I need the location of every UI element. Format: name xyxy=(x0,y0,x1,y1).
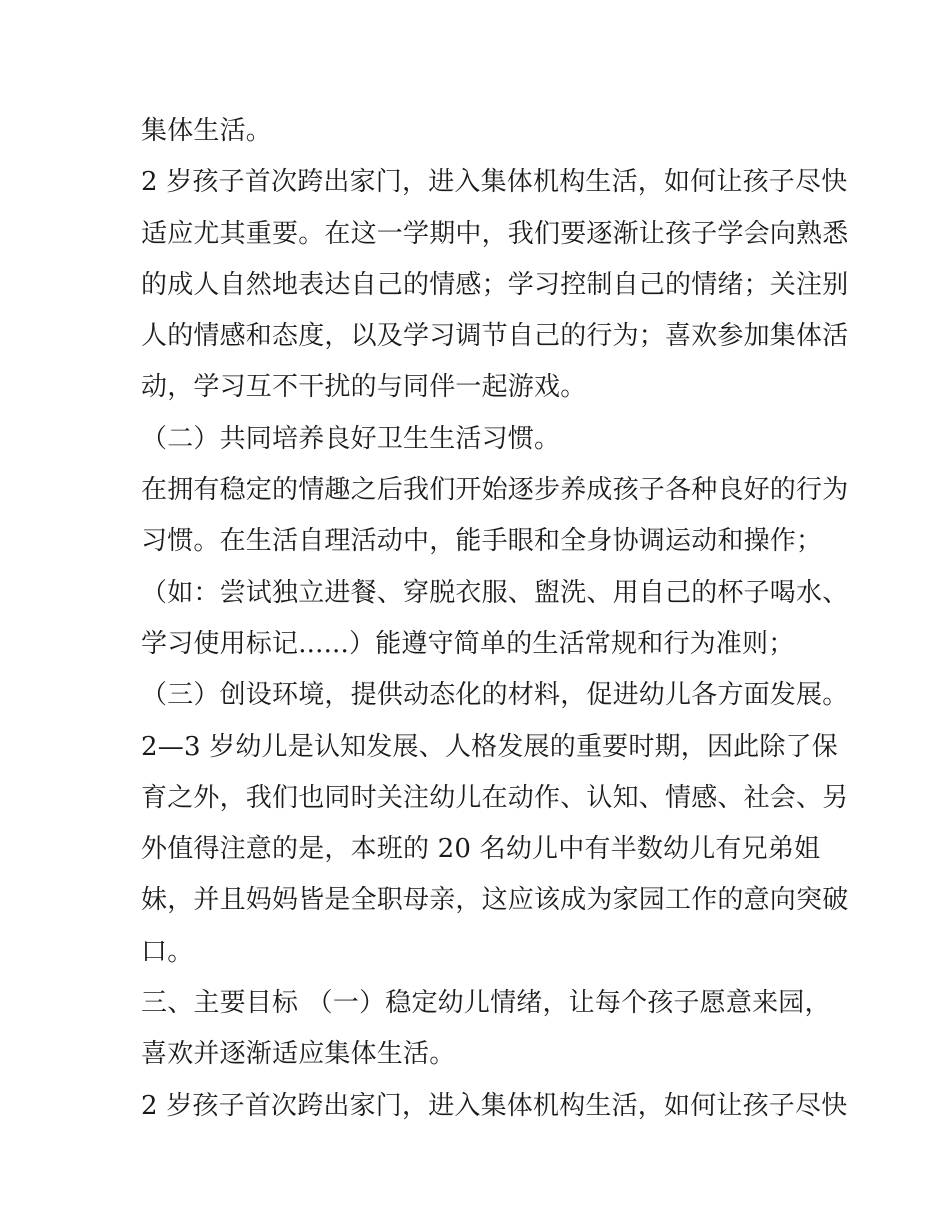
text-line: 喜欢并逐渐适应集体生活。 xyxy=(141,1039,456,1070)
text-line: 2—3 岁幼儿是认知发展、人格发展的重要时期，因此除了保 xyxy=(141,731,838,762)
text-line: 集体生活。 xyxy=(141,116,273,146)
text-line: 2 岁孩子首次跨出家门，进入集体机构生活，如何让孩子尽快 xyxy=(141,167,848,198)
section-heading: （二）共同培养良好卫生生活习惯。 xyxy=(141,423,561,454)
text-line: 适应尤其重要。在这一学期中，我们要逐渐让孩子学会向熟悉 xyxy=(141,218,849,249)
document-body xyxy=(141,106,849,1132)
text-line: 妹，并且妈妈皆是全职母亲，这应该成为家园工作的意向突破 xyxy=(141,885,849,916)
text-line: 外值得注意的是，本班的 20 名幼儿中有半数幼儿有兄弟姐 xyxy=(141,834,821,865)
text-line: 习惯。在生活自理活动中，能手眼和全身协调运动和操作； xyxy=(141,526,823,557)
text-line: 2 岁孩子首次跨出家门，进入集体机构生活，如何让孩子尽快 xyxy=(141,1090,848,1121)
text-line: 动，学习互不干扰的与同伴一起游戏。 xyxy=(141,372,587,403)
text-line: 人的情感和态度，以及学习调节自己的行为；喜欢参加集体活 xyxy=(141,321,849,352)
text-line: （如：尝试独立进餐、穿脱衣服、盥洗、用自己的杯子喝水、 xyxy=(141,577,849,608)
text-line: 口。 xyxy=(141,936,194,967)
section-heading: （三）创设环境，提供动态化的材料，促进幼儿各方面发展。 xyxy=(141,680,849,711)
section-heading: 三、主要目标 （一）稳定幼儿情绪，让每个孩子愿意来园， xyxy=(141,988,831,1019)
text-line: 育之外，我们也同时关注幼儿在动作、认知、情感、社会、另 xyxy=(141,782,849,813)
text-line: 的成人自然地表达自己的情感；学习控制自己的情绪；关注别 xyxy=(141,269,849,300)
text-line: 在拥有稳定的情趣之后我们开始逐步养成孩子各种良好的行为 xyxy=(141,475,849,506)
text-line: 学习使用标记......）能遵守简单的生活常规和行为准则； xyxy=(141,628,795,659)
